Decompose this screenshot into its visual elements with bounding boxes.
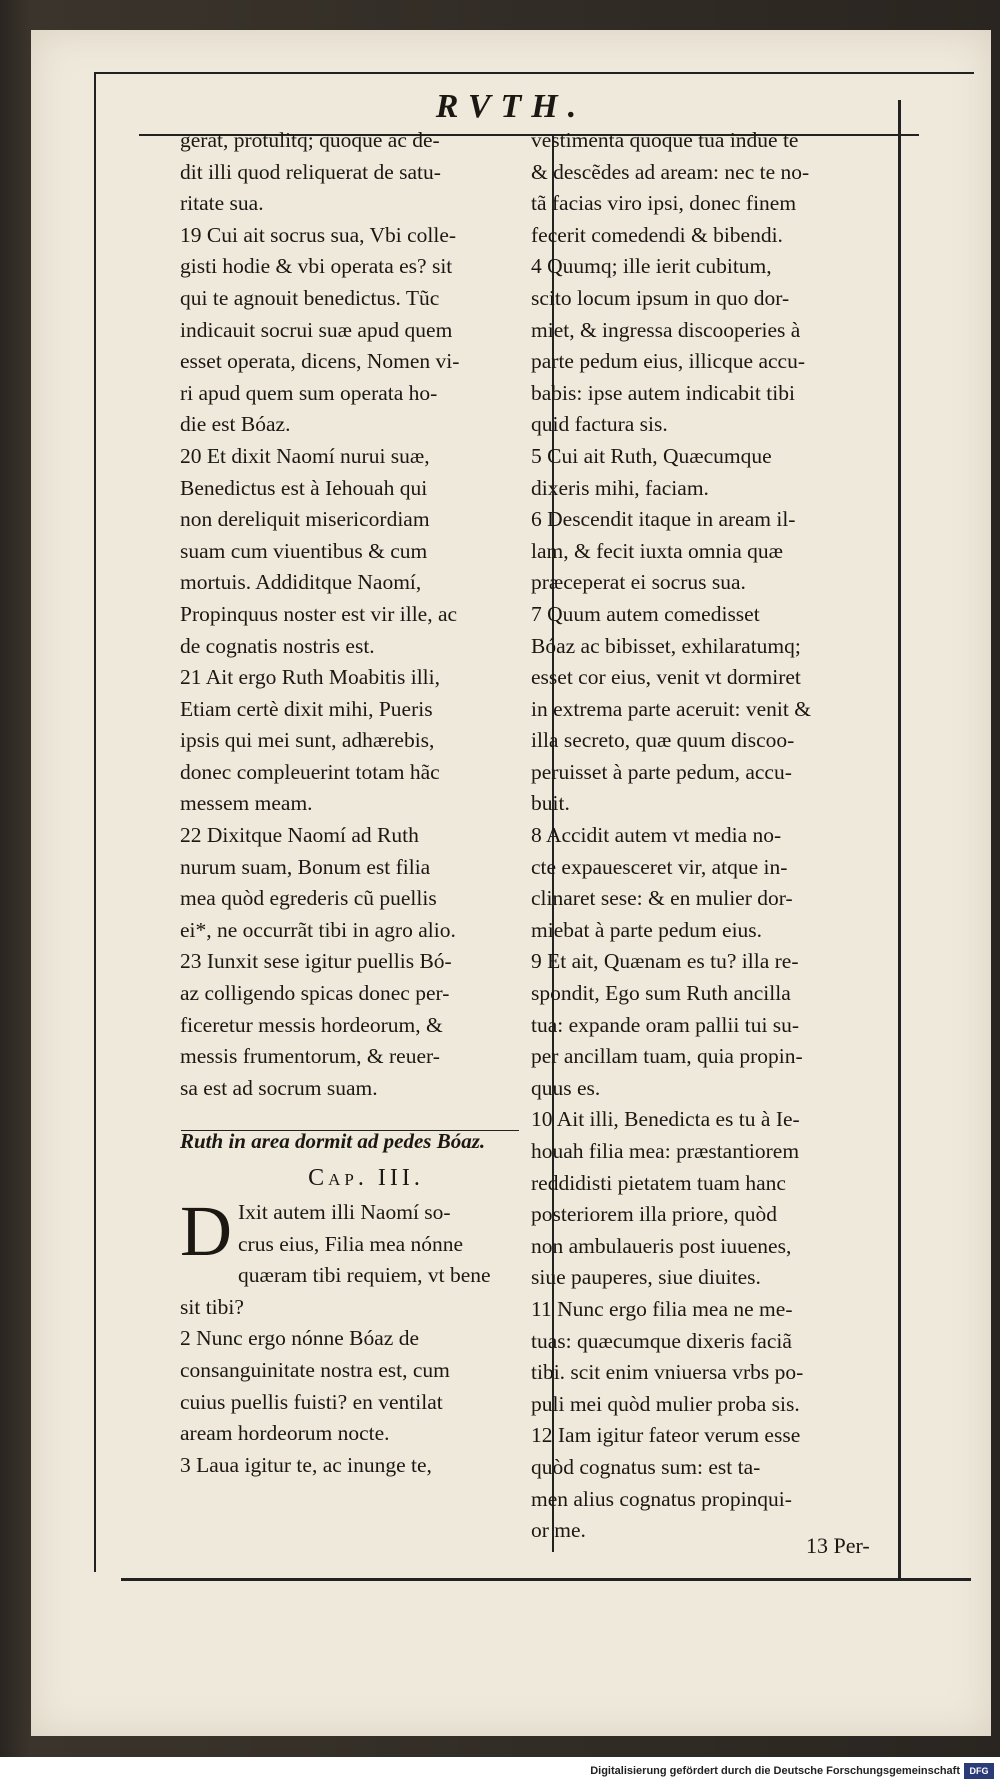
text-line: 19 Cui ait socrus sua, Vbi colle- [180,222,457,247]
text-line: indicauit socrui suæ apud quem [180,317,453,342]
text-line: 10 Ait illi, Benedicta es tu à Ie- [531,1107,800,1132]
text-line: messis frumentorum, & reuer- [180,1044,440,1069]
text-line: qui te agnouit benedictus. Tũc [180,285,440,310]
text-line: or me. [531,1518,586,1543]
text-line: 11 Nunc ergo filia mea ne me- [531,1296,793,1321]
text-line: 5 Cui ait Ruth, Quæcumque [531,443,772,468]
text-line: vestimenta quoque tua indue te [531,128,799,152]
text-line: esset operata, dicens, Nomen vi- [180,349,460,374]
catchword: 13 Per- [806,1533,870,1558]
text-line: sa est ad socrum suam. [180,1075,378,1100]
text-line: 12 Iam igitur fateor verum esse [531,1423,801,1448]
text-line: illa secreto, quæ quum discoo- [531,728,795,753]
text-line: esset cor eius, venit vt dormiret [531,665,801,690]
text-line: in extrema parte aceruit: venit & [531,696,811,721]
chapter-opening [180,1191,552,1481]
text-line: consanguinitate nostra est, cum [180,1357,450,1382]
running-head: RVTH. [435,88,587,125]
right-frame-line [898,100,901,1580]
text-line: quus es. [531,1075,601,1100]
text-line: & descẽdes ad aream: nec te no- [531,159,810,184]
text-line: donec compleuerint totam hãc [180,759,440,784]
text-line: peruisset à parte pedum, accu- [531,759,792,784]
text-line: præceperat ei socrus sua. [531,570,746,595]
text-line: ei*, ne occurrãt tibi in agro alio. [180,917,456,942]
chapter-text [180,1191,552,1481]
text-line: gerat, protulitq; quoque ac de- [180,128,440,152]
text-line: non dereliquit misericordiam [180,507,430,532]
text-line: ri apud quem sum operata ho- [180,380,438,405]
text-line: 6 Descendit itaque in aream il- [531,507,796,532]
text-line: lam, & fecit iuxta omnia quæ [531,538,783,563]
text-line: fecerit comedendi & bibendi. [531,222,783,247]
text-line: az colligendo spicas donec per- [180,981,450,1006]
text-line: quòd cognatus sum: est ta- [531,1454,761,1479]
text-line: clinaret sese: & en mulier dor- [531,886,793,911]
text-line: siue pauperes, siue diuites. [531,1265,761,1290]
bottom-rule [121,1578,971,1581]
text-line: 4 Quumq; ille ierit cubitum, [531,254,772,279]
text-line: posteriorem illa priore, quòd [531,1202,777,1227]
text-line: ritate sua. [180,191,264,216]
text-line: sit tibi? [180,1294,244,1319]
text-line: tua: expande oram pallii tui su- [531,1012,800,1037]
left-column [180,125,552,1481]
text-line: nurum suam, Bonum est filia [180,854,431,879]
text-line: 8 Accidit autem vt media no- [531,823,782,848]
right-column-text [531,125,889,1547]
text-line: de cognatis nostris est. [180,633,375,658]
text-line: miet, & ingressa discooperies à [531,317,801,342]
text-line: messem meam. [180,791,313,816]
text-line: tã facias viro ipsi, donec finem [531,191,797,216]
text-line: 9 Et ait, Quænam es tu? illa re- [531,949,799,974]
left-column-text [180,125,552,1104]
text-line: 2 Nunc ergo nónne Bóaz de [180,1326,420,1351]
text-line: Ixit autem illi Naomí so- [238,1200,451,1224]
text-line: 23 Iunxit sese igitur puellis Bó- [180,949,452,974]
right-column [531,125,889,1547]
text-line: mea quòd egrederis cũ puellis [180,886,437,911]
text-line: suam cum viuentibus & cum [180,538,428,563]
text-line: cuius puellis fuisti? en ventilat [180,1389,443,1414]
top-rule [94,72,974,74]
text-line: non ambulaueris post iuuenes, [531,1233,792,1258]
text-line: parte pedum eius, illicque accu- [531,349,806,374]
text-line: babis: ipse autem indicabit tibi [531,380,795,405]
text-line: mortuis. Addiditque Naomí, [180,570,422,595]
text-line: 21 Ait ergo Ruth Moabitis illi, [180,665,441,690]
text-line: men alius cognatus propinqui- [531,1486,792,1511]
text-line: cte expauesceret vir, atque in- [531,854,788,879]
text-line: scito locum ipsum in quo dor- [531,285,790,310]
text-line: miebat à parte pedum eius. [531,917,763,942]
text-line: 7 Quum autem comedisset [531,601,760,626]
text-line: 22 Dixitque Naomí ad Ruth [180,823,419,848]
funding-notice: Digitalisierung gefördert durch die Deutsche Forschungsgemeinschaft [590,1765,960,1777]
text-line: Propinquus noster est vir ille, ac [180,601,458,626]
text-line: buit. [531,791,570,816]
text-line: dit illi quod reliquerat de satu- [180,159,441,184]
text-line: quid factura sis. [531,412,668,437]
text-line: tibi. scit enim vniuersa vrbs po- [531,1360,804,1385]
text-line: reddidisti pietatem tuam hanc [531,1170,786,1195]
text-line: ipsis qui mei sunt, adhærebis, [180,728,435,753]
text-line: die est Bóaz. [180,412,291,437]
dfg-logo: DFG [964,1763,994,1779]
text-line: Etiam certè dixit mihi, Pueris [180,696,433,721]
text-line: gisti hodie & vbi operata es? sit [180,254,453,279]
text-line: Benedictus est à Iehouah qui [180,475,428,500]
text-line: dixeris mihi, faciam. [531,475,709,500]
text-line: aream hordeorum nocte. [180,1421,390,1446]
drop-cap: D [180,1191,232,1271]
text-line: per ancillam tuam, quia propin- [531,1044,803,1069]
chapter-heading: Cap. III. [308,1165,424,1192]
text-line: spondit, Ego sum Ruth ancilla [531,981,791,1006]
text-line: puli mei quòd mulier proba sis. [531,1391,800,1416]
text-line: ficeretur messis hordeorum, & [180,1012,443,1037]
left-frame-line [94,72,96,1572]
text-line: tuas: quæcumque dixeris faciã [531,1328,792,1353]
chapter-summary: Ruth in area dormit ad pedes Bóaz. [180,1129,486,1154]
text-line: 3 Laua igitur te, ac inunge te, [180,1452,432,1477]
text-line: quæram tibi requiem, vt bene [238,1263,491,1288]
text-line: Bóaz ac bibisset, exhilaratumq; [531,633,801,658]
text-line: houah filia mea: præstantiorem [531,1139,800,1163]
text-line: crus eius, Filia mea nónne [238,1231,464,1256]
text-line: 20 Et dixit Naomí nurui suæ, [180,443,430,468]
